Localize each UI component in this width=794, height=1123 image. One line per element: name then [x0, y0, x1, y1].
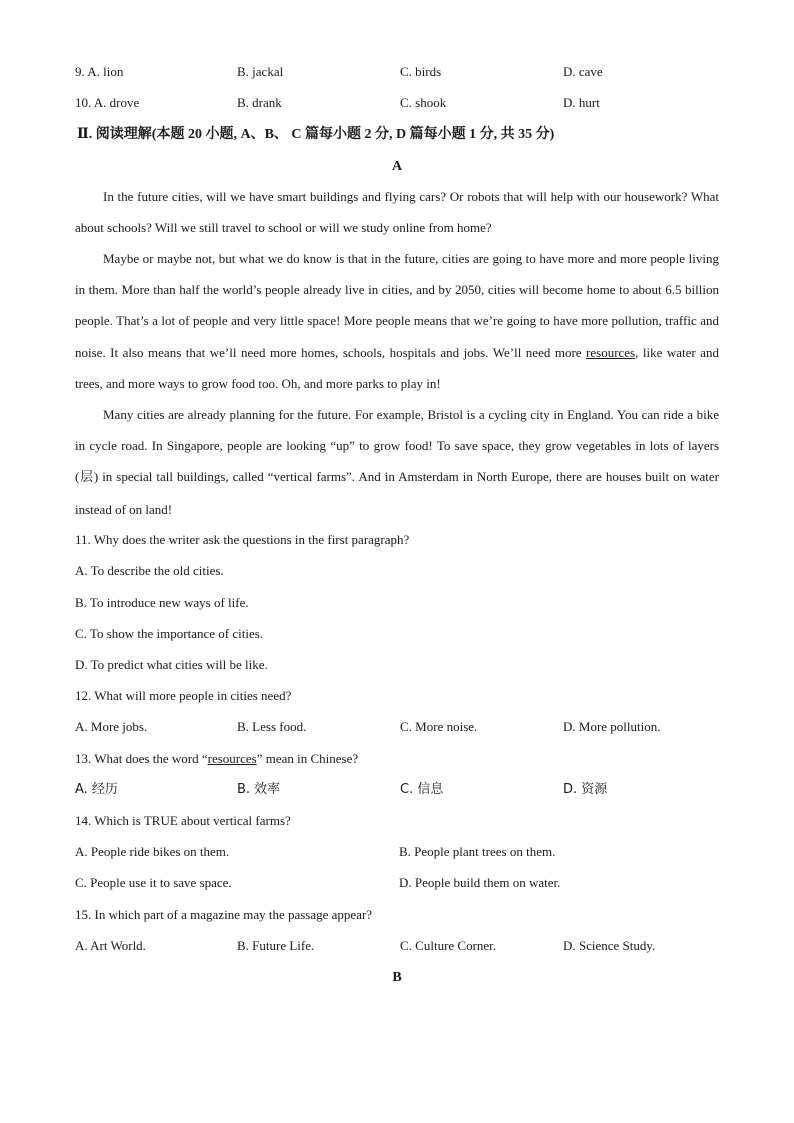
- passage-a-paragraph-1: In the future cities, will we have smart buildings and flying cars? Or robots that will help with our housework? What about schools? Will we still travel to school or will we study online from home?: [75, 189, 719, 236]
- question-15-options: [75, 936, 719, 956]
- underlined-word-resources: resources: [586, 344, 636, 360]
- q13-option-a: A. 经历: [75, 782, 118, 797]
- section-heading: Ⅱ. 阅读理解(本题 20 小题, A、B、 C 篇每小题 2 分, D 篇每小题 1 分, 共 35 分): [77, 127, 555, 142]
- passage-a-paragraph-3: Many cities are already planning for the future. For example, Bristol is a cycling city in England. You can ride a bike in cycle road. In Singapore, people are looking “up” to grow food! To save space, they grow vegetables in lots of layers (层) in special tall buildings, called “vertical farms”. And in Amsterdam in North Europe, there are houses built on water instead of on land!: [75, 407, 719, 517]
- passage-a-label: A: [391, 159, 403, 174]
- q13-option-c: C. 信息: [400, 782, 444, 797]
- q12-option-d: D. More pollution.: [563, 719, 661, 734]
- q9-option-b: B. jackal: [237, 64, 284, 79]
- q12-option-a: A. More jobs.: [75, 719, 148, 734]
- question-14-options-row-1: [75, 842, 719, 862]
- question-14-stem: 14. Which is TRUE about vertical farms?: [75, 813, 291, 828]
- q14-option-d: D. People build them on water.: [399, 875, 561, 890]
- question-13-stem: 13. What does the word “resources” mean in Chinese?: [75, 751, 359, 766]
- question-12-stem: 12. What will more people in cities need?: [75, 688, 292, 703]
- question-9-options: [75, 62, 719, 82]
- q15-option-a: A. Art World.: [75, 938, 146, 953]
- question-14-options-row-2: [75, 873, 719, 893]
- question-10-options: [75, 93, 719, 113]
- q12-option-b: B. Less food.: [237, 719, 307, 734]
- q11-option-b: B. To introduce new ways of life.: [75, 595, 249, 610]
- q10-option-a: 10. A. drove: [75, 95, 140, 110]
- q15-option-c: C. Culture Corner.: [400, 938, 497, 953]
- q11-option-d: D. To predict what cities will be like.: [75, 657, 268, 672]
- q13-underlined-word: resources: [207, 751, 257, 766]
- passage-a-paragraph-2: Maybe or maybe not, but what we do know is that in the future, cities are going to have more and more people living in them. More than half the world’s people already live in cities, and by 2050, cities will become home to about 6.5 billion people. That’s a lot of people and very little space! More people means that we’re going to have more pollution, traffic and noise. It also means that we’ll need more homes, schools, hospitals and jobs. We’ll need more resources, like water and trees, and more ways to grow food too. Oh, and more parks to play in!: [75, 251, 719, 391]
- question-11-stem: 11. Why does the writer ask the questions in the first paragraph?: [75, 532, 410, 547]
- question-15-stem: 15. In which part of a magazine may the passage appear?: [75, 907, 373, 922]
- q14-option-a: A. People ride bikes on them.: [75, 844, 230, 859]
- q10-option-b: B. drank: [237, 95, 282, 110]
- question-13-options: [75, 780, 719, 800]
- q15-option-d: D. Science Study.: [563, 938, 656, 953]
- q12-option-c: C. More noise.: [400, 719, 478, 734]
- q10-option-c: C. shook: [400, 95, 447, 110]
- q15-option-b: B. Future Life.: [237, 938, 315, 953]
- q14-option-c: C. People use it to save space.: [75, 875, 232, 890]
- q10-option-d: D. hurt: [563, 95, 600, 110]
- q14-option-b: B. People plant trees on them.: [399, 844, 556, 859]
- q13-option-b: B. 效率: [237, 782, 281, 797]
- question-12-options: [75, 717, 719, 737]
- passage-b-label: B: [392, 970, 402, 985]
- q11-option-a: A. To describe the old cities.: [75, 563, 224, 578]
- q9-option-a: 9. A. lion: [75, 64, 124, 79]
- q11-option-c: C. To show the importance of cities.: [75, 626, 264, 641]
- q13-option-d: D. 资源: [563, 782, 608, 797]
- q9-option-d: D. cave: [563, 64, 603, 79]
- q9-option-c: C. birds: [400, 64, 442, 79]
